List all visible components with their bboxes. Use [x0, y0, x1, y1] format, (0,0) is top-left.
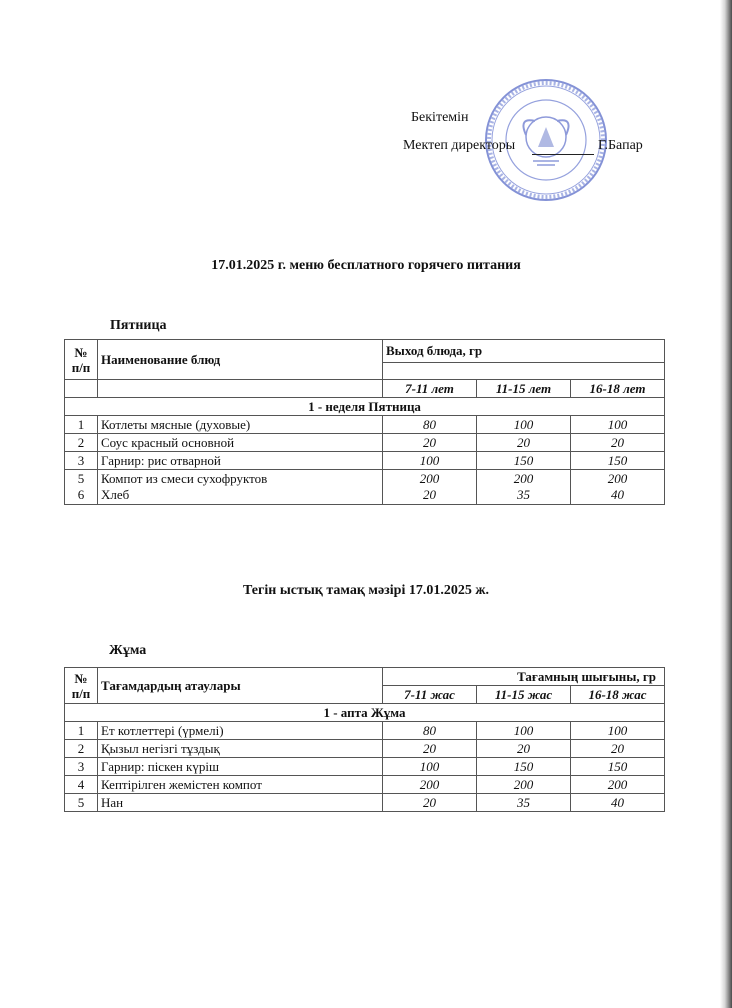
table-row	[65, 794, 665, 812]
approve-label: Бекітемін	[411, 110, 469, 125]
portion-stack	[571, 470, 665, 505]
portion-value: 40	[611, 487, 625, 502]
row-number: 4	[65, 776, 98, 794]
table-row	[65, 776, 665, 794]
ru-empty-cell	[98, 380, 383, 398]
portion-value: 20	[383, 740, 477, 758]
portion-value: 150	[571, 758, 665, 776]
portion-value: 20	[477, 434, 571, 452]
ru-age-header: 7-11 лет	[383, 380, 477, 398]
table-row-merged	[65, 470, 665, 505]
dish-name: Кептірілген жемістен компот	[98, 776, 383, 794]
portion-value: 80	[383, 722, 477, 740]
portion-value: 35	[517, 487, 530, 502]
table-row	[65, 740, 665, 758]
signature-line	[532, 154, 594, 155]
portion-value: 20	[571, 740, 665, 758]
row-number: 1	[65, 416, 98, 434]
portion-stack	[477, 470, 571, 505]
kz-age-header: 16-18 жас	[571, 686, 665, 704]
table-row	[65, 758, 665, 776]
director-name: Г.Бапар	[598, 138, 643, 153]
portion-value: 100	[477, 722, 571, 740]
ru-empty-cell	[65, 380, 98, 398]
dish-name: Нан	[98, 794, 383, 812]
table-row	[65, 722, 665, 740]
table-row	[65, 416, 665, 434]
ru-menu-table	[64, 339, 665, 505]
table-row	[65, 434, 665, 452]
portion-value: 200	[607, 471, 628, 486]
dish-name-stack	[98, 470, 383, 505]
portion-value: 20	[383, 434, 477, 452]
dish-name: Ет котлеттері (үрмелі)	[98, 722, 383, 740]
ru-col-name-header: Наименование блюд	[98, 340, 383, 380]
kz-week-row: 1 - апта Жұма	[65, 704, 665, 722]
kz-age-header: 7-11 жас	[383, 686, 477, 704]
portion-value: 150	[571, 452, 665, 470]
kz-col-name-header: Тағамдардың атаулары	[98, 668, 383, 704]
ru-header-spacer	[383, 363, 665, 380]
kz-menu-title: Тегін ыстық тамақ мәзірі 17.01.2025 ж.	[243, 583, 489, 598]
portion-value: 150	[477, 758, 571, 776]
row-number: 3	[65, 452, 98, 470]
ru-age-header: 16-18 лет	[571, 380, 665, 398]
portion-value: 100	[383, 758, 477, 776]
row-number: 2	[65, 740, 98, 758]
kz-day-label: Жұма	[109, 643, 147, 658]
portion-value: 100	[571, 416, 665, 434]
portion-value: 20	[423, 487, 436, 502]
dish-name: Компот из смеси сухофруктов	[101, 471, 268, 486]
row-number-stack	[65, 470, 98, 505]
portion-value: 100	[383, 452, 477, 470]
portion-value: 100	[477, 416, 571, 434]
dish-name: Қызыл негізгі тұздық	[98, 740, 383, 758]
dish-name: Котлеты мясные (духовые)	[98, 416, 383, 434]
row-number: 1	[65, 722, 98, 740]
row-number: 5	[77, 471, 85, 486]
dish-name: Гарнир: рис отварной	[98, 452, 383, 470]
ru-age-header: 11-15 лет	[477, 380, 571, 398]
dish-name: Гарнир: піскен күріш	[98, 758, 383, 776]
portion-value: 80	[383, 416, 477, 434]
ru-menu-title: 17.01.2025 г. меню бесплатного горячего питания	[211, 258, 521, 273]
portion-value: 35	[477, 794, 571, 812]
kz-col-output-header: Тағамның шығыны, гр	[383, 668, 665, 686]
ru-day-label: Пятница	[110, 318, 167, 333]
dish-name: Хлеб	[101, 487, 130, 502]
ru-col-num-header: № п/п	[65, 340, 98, 380]
portion-value: 20	[571, 434, 665, 452]
ru-col-output-header: Выход блюда, гр	[383, 340, 665, 363]
portion-value: 200	[571, 776, 665, 794]
portion-value: 150	[477, 452, 571, 470]
row-number: 2	[65, 434, 98, 452]
portion-value: 100	[571, 722, 665, 740]
dish-name: Соус красный основной	[98, 434, 383, 452]
kz-age-header: 11-15 жас	[477, 686, 571, 704]
kz-menu-table	[64, 667, 665, 812]
portion-value: 20	[383, 794, 477, 812]
table-row	[65, 452, 665, 470]
portion-value: 40	[571, 794, 665, 812]
row-number: 3	[65, 758, 98, 776]
director-label: Мектеп директоры	[403, 138, 516, 153]
portion-value: 200	[477, 776, 571, 794]
kz-col-num-header: № п/п	[65, 668, 98, 704]
portion-stack	[383, 470, 477, 505]
portion-value: 200	[383, 776, 477, 794]
row-number: 6	[77, 487, 85, 502]
scan-edge-shadow	[720, 0, 732, 1008]
ru-week-row: 1 - неделя Пятница	[65, 398, 665, 416]
portion-value: 200	[513, 471, 534, 486]
portion-value: 20	[477, 740, 571, 758]
portion-value: 200	[419, 471, 440, 486]
row-number: 5	[65, 794, 98, 812]
